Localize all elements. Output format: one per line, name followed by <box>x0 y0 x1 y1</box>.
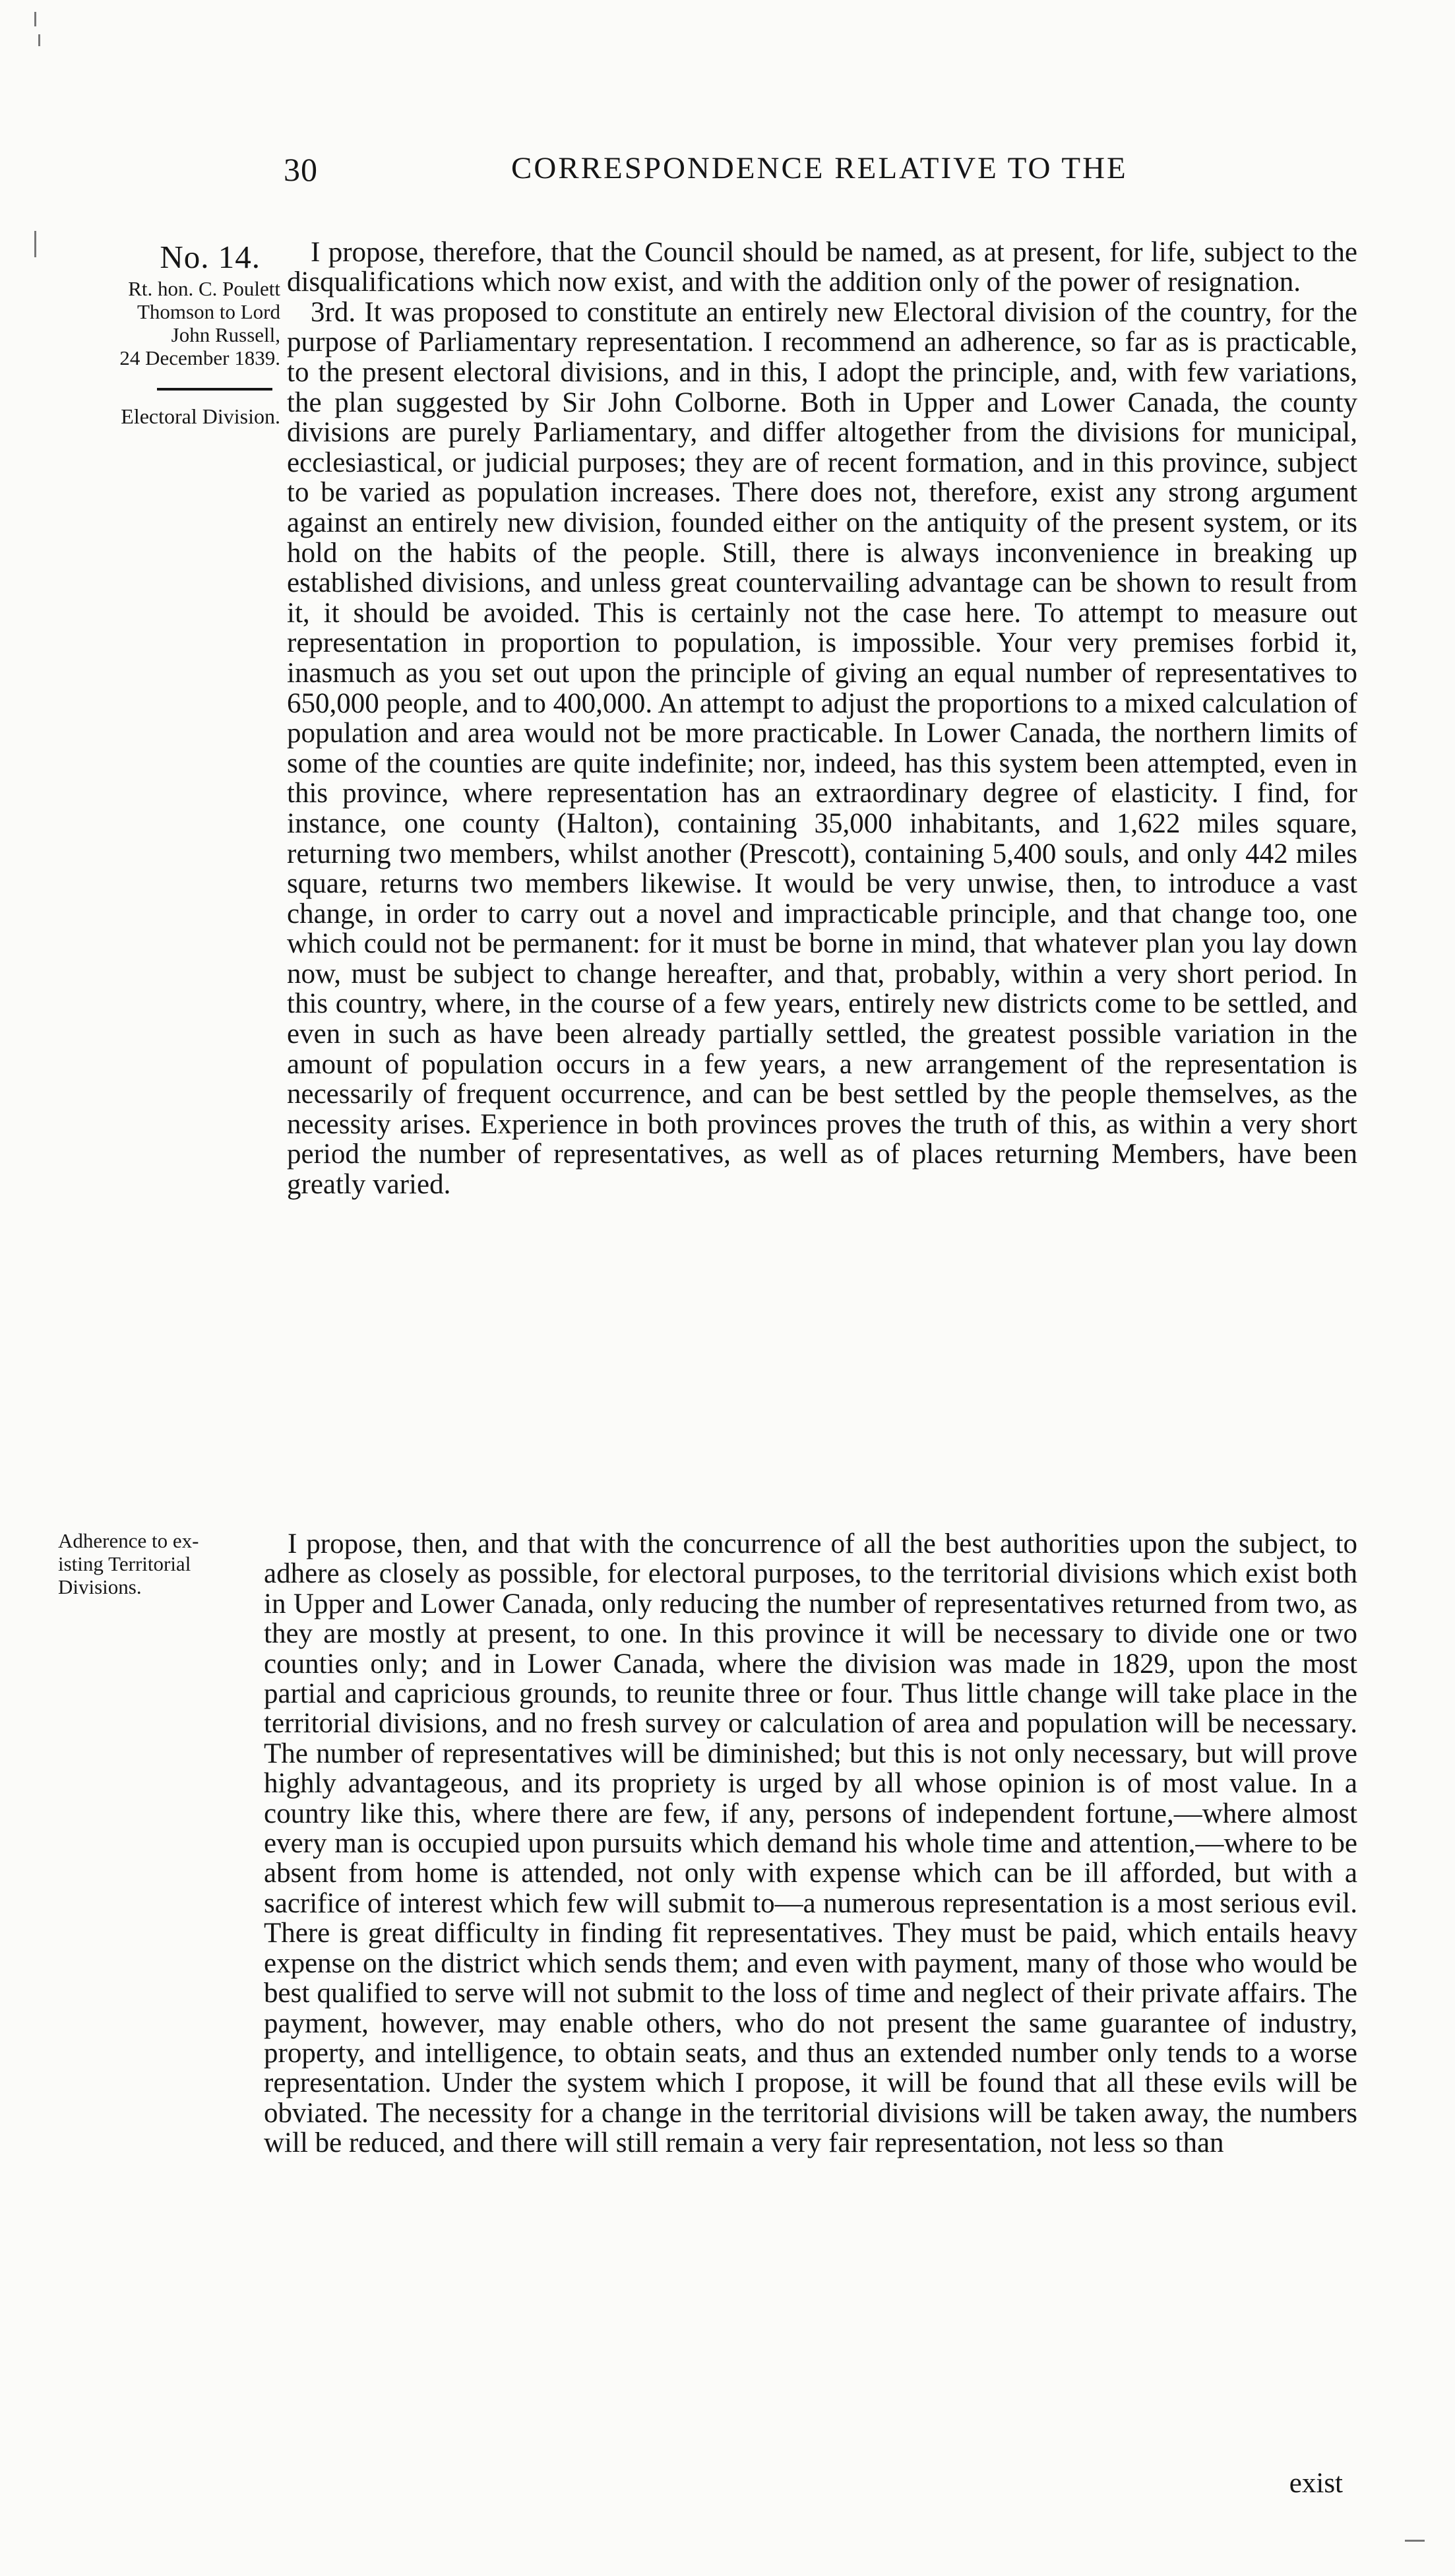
body-text-lower <box>264 1529 1357 2158</box>
scan-speck <box>1405 2540 1425 2542</box>
scan-speck <box>38 34 40 46</box>
paragraph: I propose, then, and that with the concurrence of all the best authorities upon the subject, to adhere as closely as possible, for electoral purposes, to the territorial divisions which exist both in Upper and Lower Canada, only reducing the number of representatives returned from two, as they are mostly at present, to one. In this province it will be necessary to divide one or two counties only; and in Lower Canada, where the division was made in 1829, upon the most partial and capricious grounds, to reunite three or four. Thus little change will take place in the territorial divisions, and no fresh survey or calculation of area and population will be necessary. The number of representatives will be diminished; but this is not only necessary, but will prove highly advantageous, and its propriety is urged by all whose opinion is of most value. In a country like this, where there are few, if any, persons of independent fortune,—where almost every man is occupied upon pursuits which demand his whole time and attention,—where to be absent from home is attended, not only with expense which can be ill afforded, but with a sacrifice of interest which few will submit to—a numerous representation is a most serious evil. There is great difficulty in finding fit representatives. They must be paid, which entails heavy expense on the district which sends them; and even with payment, many of those who would be best qualified to serve will not submit to the loss of time and neglect of their private affairs. The payment, however, may enable others, who do not present the same guarantee of industry, property, and intelligence, to obtain seats, and thus an extended number only tends to a worse representation. Under the system which I propose, it will be found that all these evils will be obviated. The necessity for a change in the territorial divisions will be taken away, the numbers will be reduced, and there will still remain a very fair representation, not less so than <box>264 1528 1357 2159</box>
side-heading-line: Divisions. <box>58 1575 142 1598</box>
document-number: No. 14. <box>160 239 261 275</box>
body-text-upper <box>287 237 1357 1200</box>
running-head: CORRESPONDENCE RELATIVE TO THE <box>511 151 1128 185</box>
catchword: exist <box>1289 2468 1343 2499</box>
author-line: John Russell, <box>171 323 280 346</box>
scan-speck <box>34 12 36 26</box>
page-number: 30 <box>284 151 318 188</box>
paragraph: 3rd. It was proposed to constitute an entirely new Electoral division of the country, for the purpose of Parliamentary representation. I recommend an adherence, so far as is practicable, to the present electoral divisions, and in this, I adopt the principle, and, with few variations, the plan suggested by Sir John Colborne. Both in Upper and Lower Canada, the county divisions are purely Parliamentary, and differ altogether from the divisions for municipal, ecclesiastical, or judicial purposes; they are of recent formation, and in this province, subject to be varied as population increases. There does not, therefore, exist any strong argument against an entirely new division, founded either on the antiquity of the present system, or its hold on the habits of the people. Still, there is always inconvenience in breaking up established divisions, and unless great countervailing advantage can be shown to result from it, it should be avoided. This is certainly not the case here. To attempt to measure out representation in proportion to population, is impossible. Your very premises forbid it, inasmuch as you set out upon the principle of giving an equal number of representatives to 650,000 people, and to 400,000. An attempt to adjust the proportions to a mixed calculation of population and area would not be more practicable. In Lower Canada, the northern limits of some of the counties are quite indefinite; nor, indeed, has this system been attempted, even in this province, where representation has an extraordinary degree of elasticity. I find, for instance, one county (Halton), containing 35,000 inhabitants, and 1,622 miles square, returning two members, whilst another (Prescott), containing 5,400 souls, and only 442 miles square, returns two members likewise. It would be very unwise, then, to introduce a vast change, in order to carry out a novel and impracticable principle, and that change too, one which could not be permanent: for it must be borne in mind, that whatever plan you lay down now, must be subject to change hereafter, and that, probably, within a very short period. In this country, where, in the course of a few years, entirely new districts come to be settled, and even in such as have been already partially settled, the greatest possible variation in the amount of population occurs in a few years, a new arrangement of the representation is necessarily of frequent occurrence, and can be best settled by the people themselves, as the necessity arises. Experience in both provinces proves the truth of this, as within a very short period the number of representatives, as well as of places returning Members, have been greatly varied. <box>287 296 1357 1201</box>
side-heading-line: Adherence to ex- <box>58 1529 199 1552</box>
author-line: Rt. hon. C. Poulett <box>128 277 280 300</box>
margin-rule <box>157 388 272 391</box>
margin-notes <box>36 237 280 428</box>
page-header <box>0 150 1455 203</box>
side-heading-electoral-division: Electoral Division. <box>121 404 280 428</box>
date-line: 24 December 1839. <box>119 346 280 369</box>
side-heading-line: isting Territorial <box>58 1552 191 1575</box>
author-line: Thomson to Lord <box>137 300 280 323</box>
paragraph: I propose, therefore, that the Council should be named, as at present, for life, subject to the disqualifications which now exist, and with the addition only of the power of resignation. <box>287 237 1357 298</box>
side-heading-adherence <box>58 1529 276 1598</box>
